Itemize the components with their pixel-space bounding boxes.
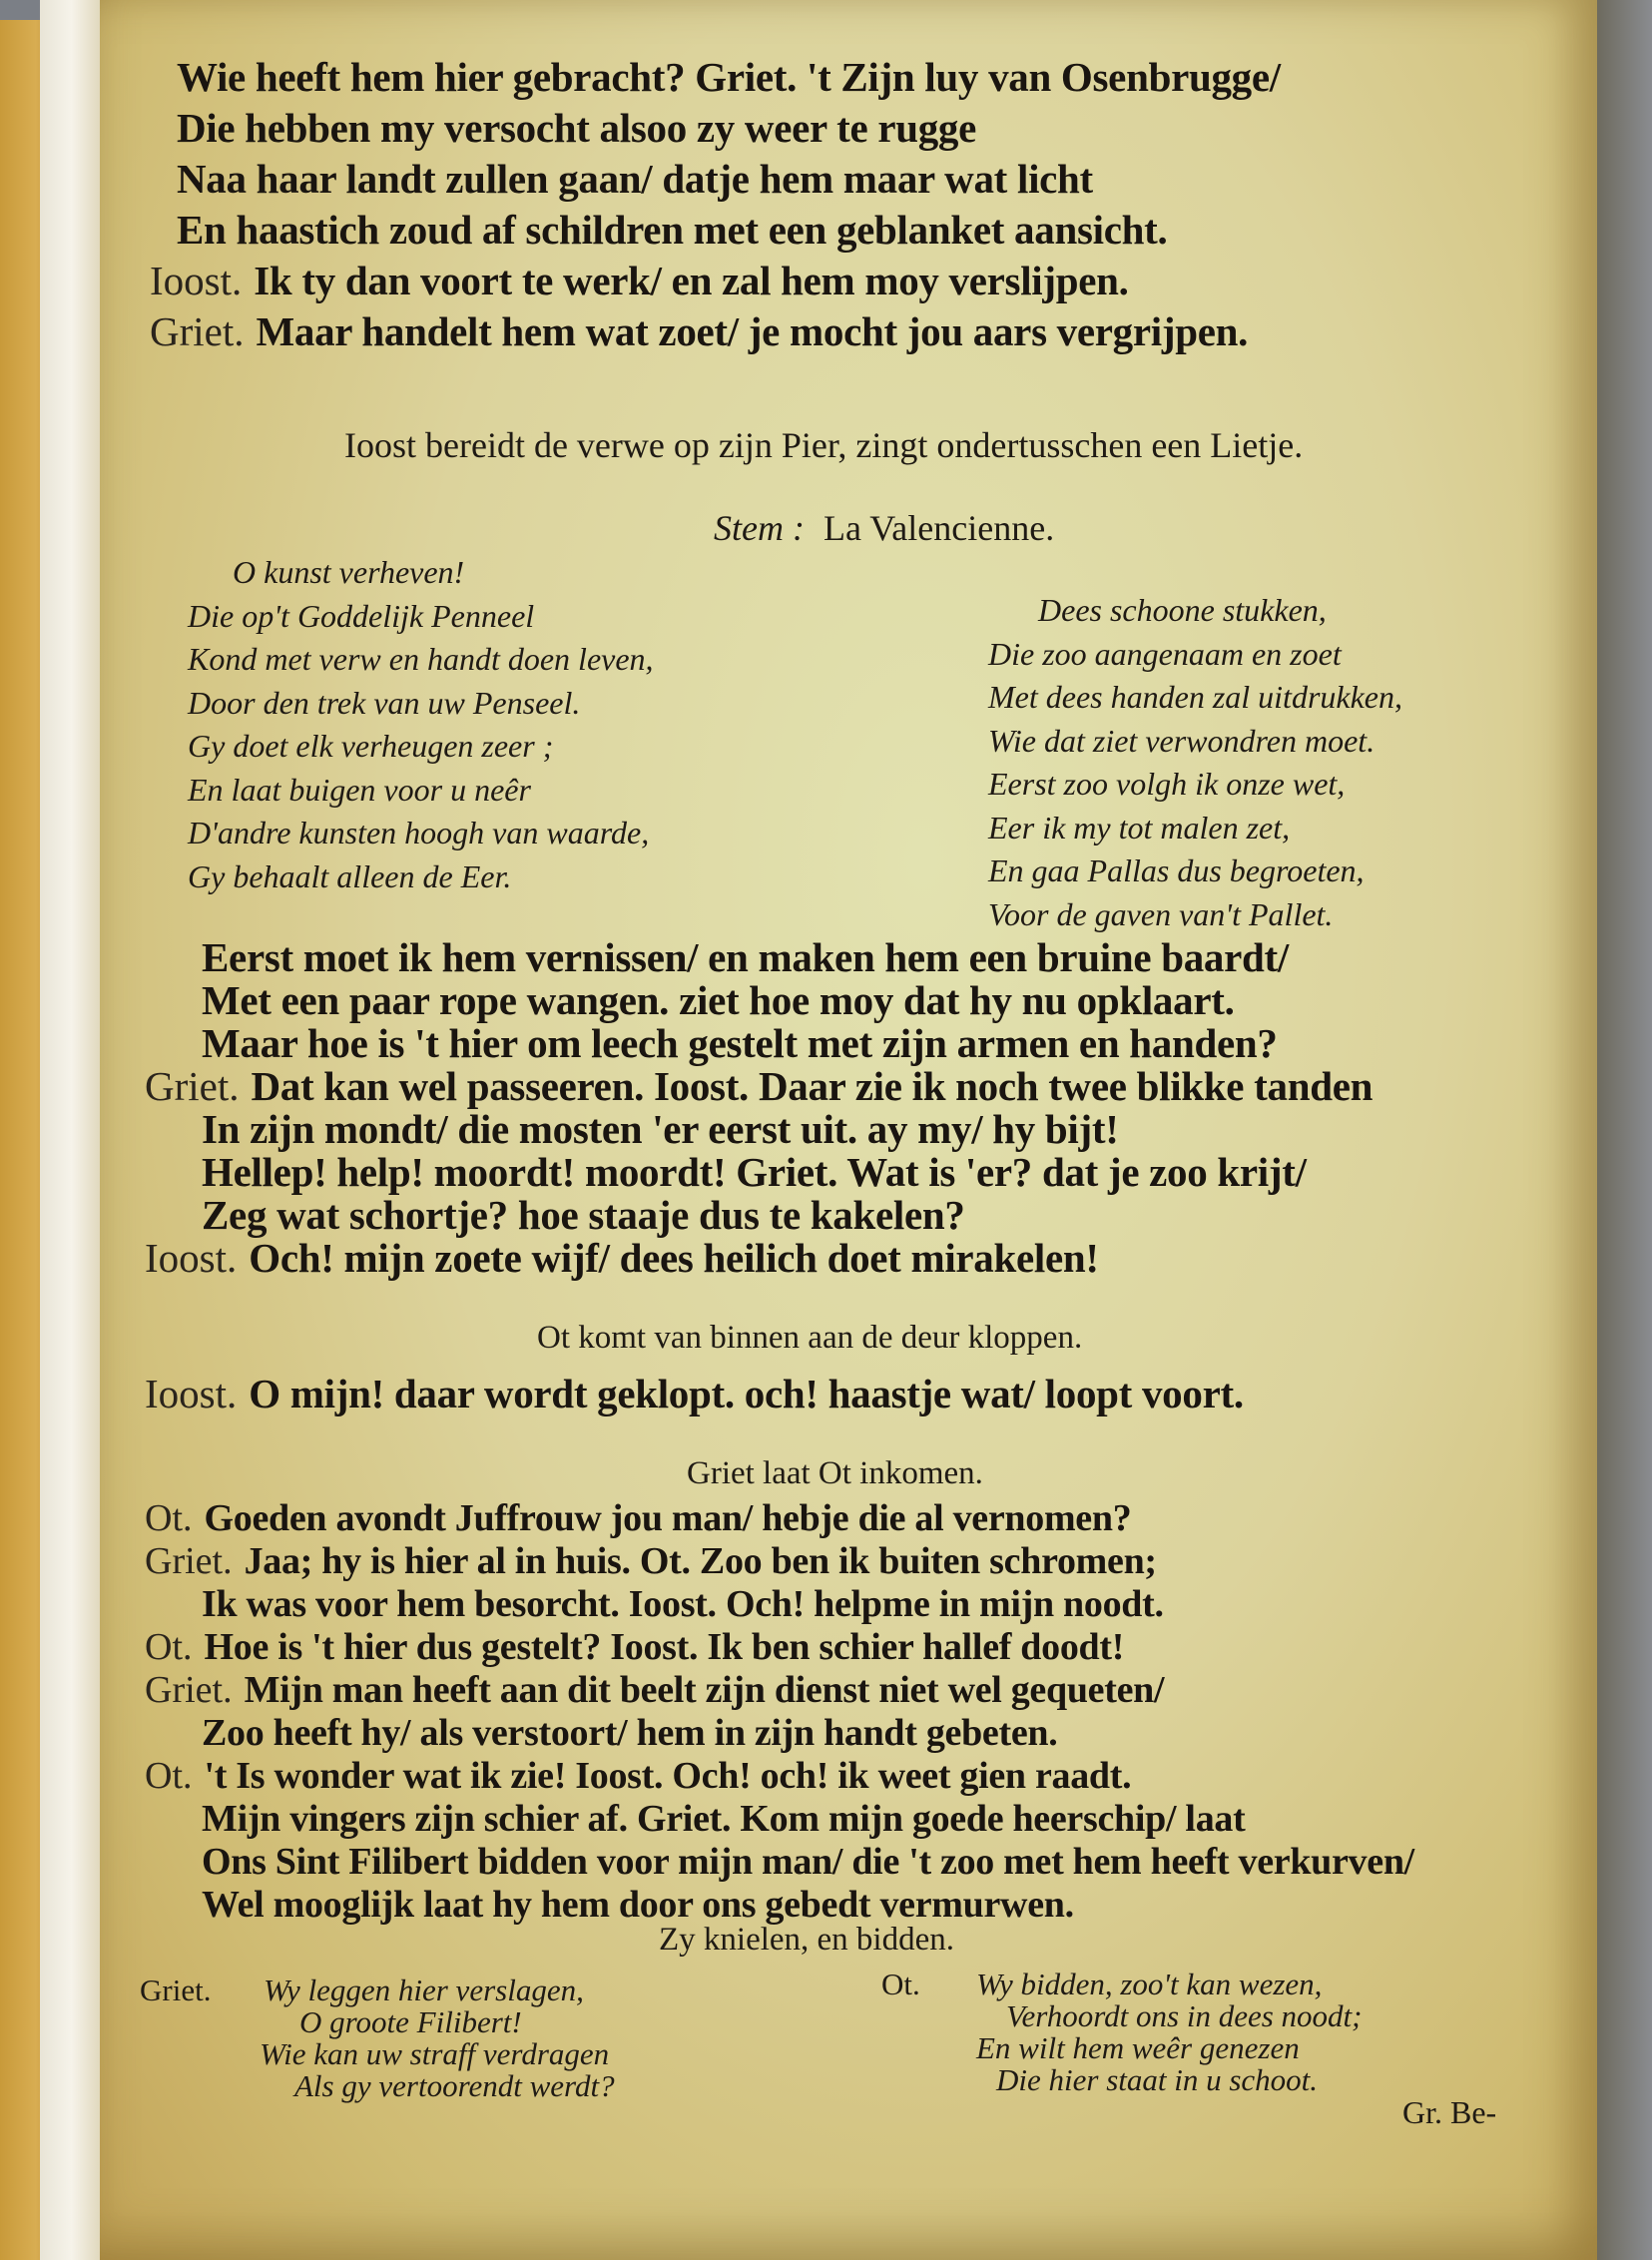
- verse-line: Ioost. Ik ty dan voort te werk/ en zal hem moy verslijpen.: [150, 258, 1129, 303]
- song-line: Met dees handen zal uitdrukken,: [988, 679, 1402, 715]
- verse-line: Ioost. O mijn! daar wordt geklopt. och! haastje wat/ loopt voort.: [145, 1371, 1244, 1416]
- prayer-column-right: [881, 1969, 1363, 2096]
- song-line: Eer ik my tot malen zet,: [988, 809, 1291, 846]
- prayer-line: O groote Filibert!: [299, 2004, 522, 2039]
- catchword: Gr. Be-: [1402, 2094, 1497, 2130]
- speaker-label: Ot.: [881, 1967, 920, 2001]
- song-line: Die op't Goddelijk Penneel: [188, 597, 535, 634]
- verse-line: Hellep! help! moordt! moordt! Griet. Wat is 'er? dat je zoo krijt/: [202, 1149, 1307, 1195]
- speaker-label: Griet.: [140, 1973, 212, 2007]
- tune-name: La Valencienne.: [823, 508, 1055, 548]
- verse-line: Ot. Goeden avondt Juffrouw jou man/ hebje die al vernomen?: [145, 1497, 1132, 1539]
- stage-direction: Ioost bereidt de verwe op zijn Pier, zingt ondertusschen een Lietje.: [344, 425, 1304, 465]
- song-line: D'andre kunsten hoogh van waarde,: [188, 815, 650, 850]
- song-column-left: [188, 551, 654, 898]
- book-gutter-shadow: [1597, 0, 1652, 2260]
- song-line: Gy doet elk verheugen zeer ;: [188, 728, 554, 764]
- verse-line: Ot. 't Is wonder wat ik zie! Ioost. Och! och! ik weet gien raadt.: [145, 1755, 1132, 1797]
- verse-block-1: [150, 52, 1281, 357]
- verse-block-4: [145, 1497, 1414, 1927]
- song-line: Wie dat ziet verwondren moet.: [988, 722, 1376, 759]
- verse-line: Maar hoe is 't hier om leech gestelt met zijn armen en handen?: [202, 1020, 1278, 1066]
- prayer-line: Wie kan uw straff verdragen: [260, 2036, 610, 2071]
- song-line: Door den trek van uw Penseel.: [188, 684, 581, 721]
- verse-line: Wel mooglijk laat hy hem door ons gebedt vermurwen.: [202, 1884, 1074, 1926]
- stage-direction: Ot komt van binnen aan de deur kloppen.: [537, 1320, 1083, 1356]
- prayer-line: En wilt hem weêr genezen: [976, 2030, 1300, 2065]
- verse-line: Griet. Maar handelt hem wat zoet/ je mocht jou aars vergrijpen.: [150, 308, 1249, 354]
- prayer-line: Griet. Wy leggen hier verslagen,: [140, 1973, 584, 2007]
- verse-line: Naa haar landt zullen gaan/ datje hem maar wat licht: [177, 156, 1093, 202]
- book-page: [100, 0, 1597, 2260]
- verse-line: Ioost. Och! mijn zoete wijf/ dees heilich doet mirakelen!: [145, 1235, 1099, 1281]
- verse-line: Met een paar rope wangen. ziet hoe moy dat hy nu opklaart.: [202, 977, 1235, 1023]
- verse-line: Griet. Mijn man heeft aan dit beelt zijn dienst niet wel gequeten/: [145, 1669, 1165, 1711]
- tune-label: Stem :: [714, 508, 805, 548]
- verse-line: Eerst moet ik hem vernissen/ en maken hem een bruine baardt/: [202, 934, 1289, 980]
- prayer-line: Verhoordt ons in dees noodt;: [1006, 1998, 1363, 2033]
- song-line: Voor de gaven van't Pallet.: [988, 895, 1334, 932]
- verse-line: Ons Sint Filibert bidden voor mijn man/ die 't zoo met hem heeft verkurven/: [202, 1841, 1414, 1883]
- verse-line: En haastich zoud af schildren met een geblanket aansicht.: [177, 207, 1168, 253]
- stage-direction: Zy knielen, en bidden.: [659, 1922, 955, 1958]
- verse-line: Ot. Hoe is 't hier dus gestelt? Ioost. Ik ben schier hallef doodt!: [145, 1626, 1125, 1668]
- song-line: Kond met verw en handt doen leven,: [188, 641, 654, 677]
- prayer-line: Ot. Wy bidden, zoo't kan wezen,: [881, 1967, 1323, 2001]
- verse-line: Ik was voor hem besorcht. Ioost. Och! helpme in mijn noodt.: [202, 1583, 1164, 1625]
- verse-line: Wie heeft hem hier gebracht? Griet. 't Zijn luy van Osenbrugge/: [177, 54, 1281, 100]
- verse-block-3: [145, 1373, 1244, 1415]
- song-line: O kunst verheven!: [233, 554, 465, 590]
- verse-line: Mijn vingers zijn schier af. Griet. Kom mijn goede heerschip/ laat: [202, 1798, 1246, 1840]
- song-line: Dees schoone stukken,: [1038, 592, 1327, 628]
- prayer-line: Die hier staat in u schoot.: [996, 2062, 1319, 2097]
- stage-direction: Griet laat Ot inkomen.: [687, 1455, 983, 1491]
- verse-block-2: [145, 936, 1373, 1280]
- verse-line: Griet. Jaa; hy is hier al in huis. Ot. Zoo ben ik buiten schromen;: [145, 1540, 1157, 1582]
- prayer-column-left: [140, 1975, 615, 2102]
- verse-line: Griet. Dat kan wel passeeren. Ioost. Daar zie ik noch twee blikke tanden: [145, 1063, 1374, 1109]
- song-line: Gy behaalt alleen de Eer.: [188, 857, 512, 894]
- verse-line: Zeg wat schortje? hoe staaje dus te kakelen?: [202, 1192, 965, 1238]
- song-tune: [714, 507, 1054, 549]
- song-line: Eerst zoo volgh ik onze wet,: [988, 766, 1346, 802]
- verse-line: In zijn mondt/ die mosten 'er eerst uit. ay my/ hy bijt!: [202, 1106, 1119, 1152]
- song-column-right: [988, 589, 1402, 936]
- verse-line: Zoo heeft hy/ als verstoort/ hem in zijn handt gebeten.: [202, 1712, 1058, 1754]
- song-line: En laat buigen voor u neêr: [188, 771, 531, 808]
- song-line: Die zoo aangenaam en zoet: [988, 635, 1342, 672]
- verse-line: Die hebben my versocht alsoo zy weer te rugge: [177, 105, 977, 151]
- prayer-line: Als gy vertoorendt werdt?: [294, 2068, 615, 2103]
- song-line: En gaa Pallas dus begroeten,: [988, 852, 1365, 888]
